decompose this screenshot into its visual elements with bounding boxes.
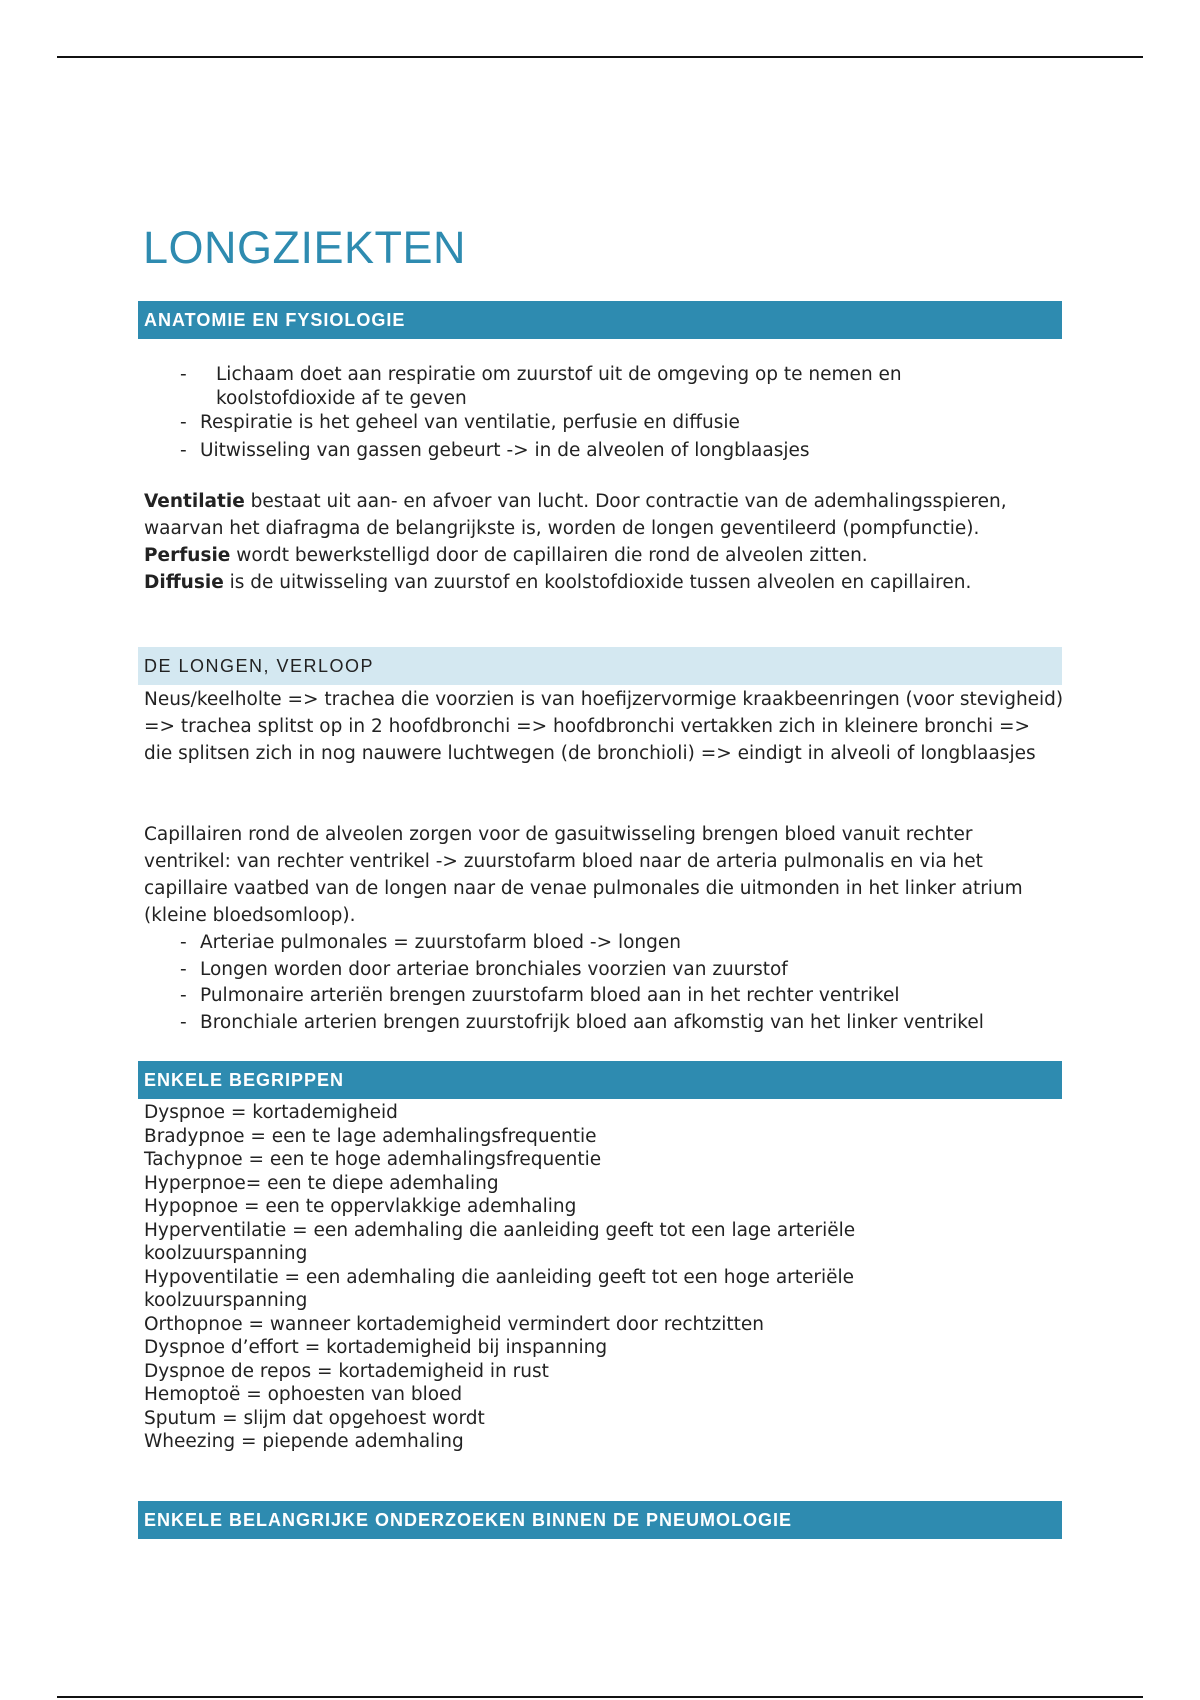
definition-line: Hyperventilatie = een ademhaling die aanleiding geeft tot een lage arteriële koolzuurspanning [144,1219,856,1264]
section-heading-onderzoeken [138,1501,1062,1539]
longen-paragraph-2: Capillairen rond de alveolen zorgen voor de gasuitwisseling brengen bloed vanuit rechter ventrikel: van rechter ventrikel -> zuurstofarm bloed naar de arteria pulmonalis en via het capillaire vaatbed van de longen naar de venae pulmonales die uitmonden in het linker atrium (kleine bloedsomloop). [144,824,1023,926]
definition-line: Dyspnoe de repos = kortademigheid in rust [144,1360,549,1382]
longen-bullet-list [180,930,1100,1036]
term: Diffusie [144,572,224,593]
definition-line: Dyspnoe = kortademigheid [144,1102,398,1123]
section-heading-anatomie [138,301,1062,339]
section-heading-label: DE LONGEN, VERLOOP [144,655,375,676]
ventilatie-paragraph: Ventilatie bestaat uit aan- en afvoer van lucht. Door contractie van de ademhalingsspieren, waarvan het diafragma de belangrijkste is, worden de longen geventileerd (pompfunctie). [144,491,1007,539]
term: Ventilatie [144,491,245,512]
list-item: - Arteriae pulmonales = zuurstofarm bloed -> longen [180,932,681,953]
diffusie-paragraph: Diffusie is de uitwisseling van zuurstof en koolstofdioxide tussen alveolen en capillairen. [144,572,972,593]
perfusie-paragraph: Perfusie wordt bewerkstelligd door de capillairen die rond de alveolen zitten. [144,545,868,566]
list-item: - Respiratie is het geheel van ventilatie, perfusie en diffusie [180,412,740,433]
header-rule [57,56,1143,58]
section-heading-longen [138,647,1062,685]
list-item: - Longen worden door arteriae bronchiales voorzien van zuurstof [180,958,788,980]
list-item: - Pulmonaire arteriën brengen zuurstofarm bloed aan in het rechter ventrikel [180,985,900,1006]
section-heading-label: ENKELE BELANGRIJKE ONDERZOEKEN BINNEN DE PNEUMOLOGIE [144,1509,793,1530]
page-title: LONGZIEKTEN [143,222,467,273]
section-heading-label: ENKELE BEGRIPPEN [144,1069,345,1090]
definition-line: Hypopnoe = een te oppervlakkige ademhaling [144,1196,577,1217]
longen-paragraph-1: Neus/keelholte => trachea die voorzien is van hoefijzervormige kraakbeenringen (voor stevigheid) => trachea splitst op in 2 hoofdbronchi => hoofdbronchi vertakken zich in kleinere bronchi => die splitsen zich in nog nauwere luchtwegen (de bronchioli) => eindigt in alveoli of longblaasjes [144,689,1064,764]
definition-line: Hemoptoë = ophoesten van bloed [144,1384,463,1405]
definition-line: Tachypnoe = een te hoge ademhalingsfrequentie [144,1149,602,1170]
list-item: - Bronchiale arterien brengen zuurstofrijk bloed aan afkomstig van het linker ventrikel [180,1011,984,1033]
anatomie-bullet-list-2 [180,409,1060,464]
definition-line: Hyperpnoe= een te diepe ademhaling [144,1172,499,1194]
section-heading-label: ANATOMIE EN FYSIOLOGIE [144,309,406,330]
term: Perfusie [144,545,231,566]
list-item: - Uitwisseling van gassen gebeurt -> in de alveolen of longblaasjes [180,439,810,461]
list-item: - Lichaam doet aan respiratie om zuurstof uit de omgeving op te nemen en koolstofdioxide af te geven [180,364,902,409]
section-heading-begrippen [138,1061,1062,1099]
definition-line: Hypoventilatie = een ademhaling die aanleiding geeft tot een hoge arteriële koolzuurspanning [144,1266,855,1311]
definition-line: Sputum = slijm dat opgehoest wordt [144,1407,485,1429]
begrippen-list [144,1101,964,1454]
anatomie-definitions [144,488,1064,596]
definition-line: Orthopnoe = wanneer kortademigheid vermindert door rechtzitten [144,1313,764,1335]
definition-line: Wheezing = piepende ademhaling [144,1431,464,1452]
footer-rule [57,1696,1143,1698]
definition-line: Bradypnoe = een te lage ademhalingsfrequentie [144,1125,597,1147]
definition-line: Dyspnoe d’effort = kortademigheid bij inspanning [144,1337,608,1358]
anatomie-bullet-list [180,363,996,410]
